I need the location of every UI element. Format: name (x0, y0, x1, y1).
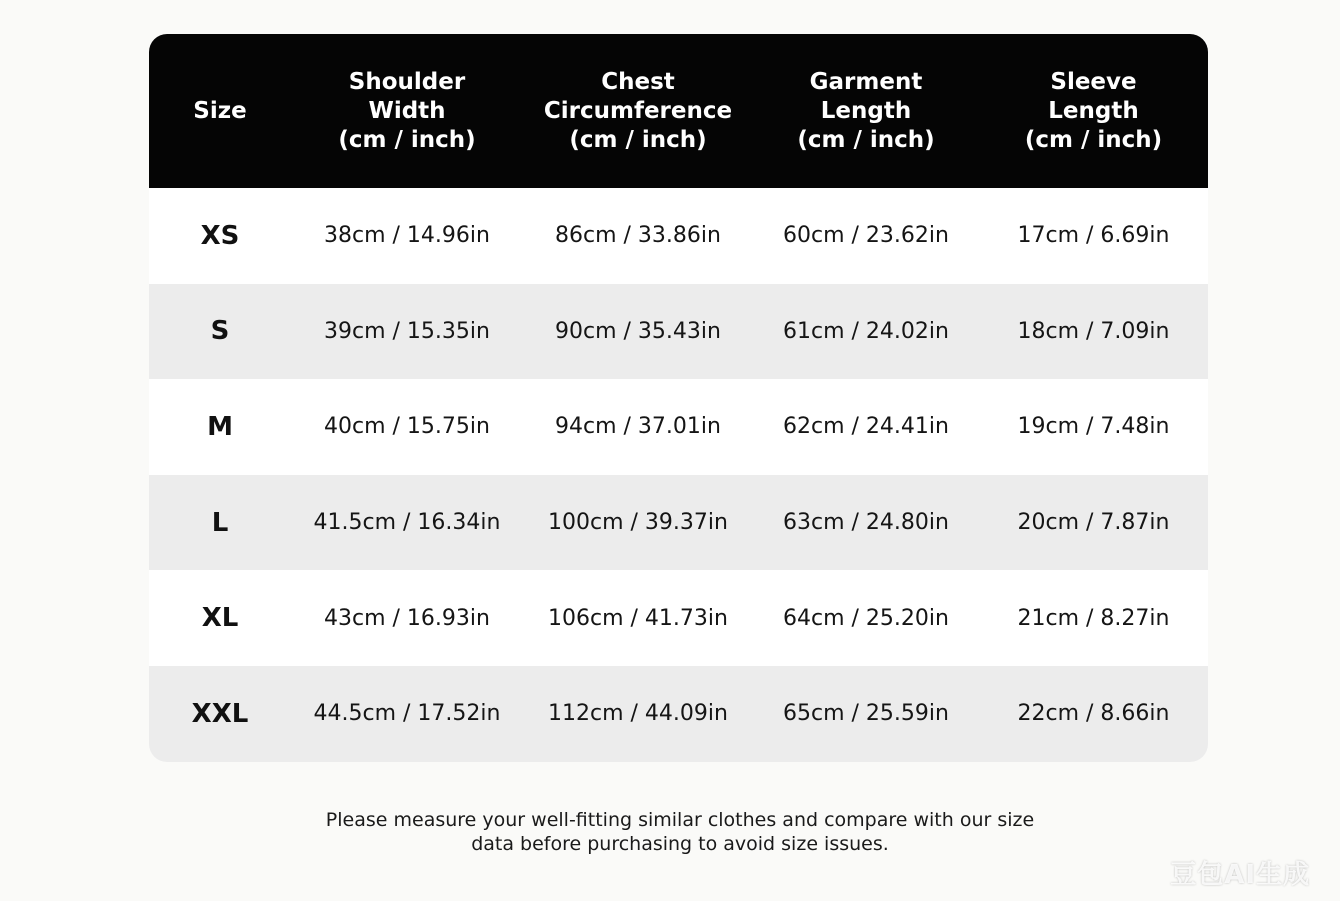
sleeve-length-cell: 18cm / 7.09in (1017, 318, 1170, 344)
measurement-note: Please measure your well-fitting similar clothes and compare with our size data before purchasing to avoid size issues. (325, 809, 1035, 855)
sleeve-length-cell: 21cm / 8.27in (1017, 605, 1170, 631)
shoulder-width-cell: 40cm / 15.75in (324, 414, 490, 440)
garment-length-cell: 62cm / 24.41in (783, 414, 949, 440)
chest-circumference-cell: 90cm / 35.43in (555, 318, 721, 344)
size-cell: XS (200, 220, 240, 251)
table-row (149, 284, 1208, 380)
header-shoulder-width: Shoulder Width (cm / inch) (338, 68, 476, 153)
table-row (149, 188, 1208, 284)
sleeve-length-cell: 20cm / 7.87in (1017, 510, 1170, 536)
shoulder-width-cell: 38cm / 14.96in (324, 223, 490, 249)
garment-length-cell: 61cm / 24.02in (783, 318, 949, 344)
size-cell: M (207, 411, 233, 442)
sleeve-length-cell: 17cm / 6.69in (1017, 223, 1170, 249)
header-chest-circumference: Chest Circumference (cm / inch) (543, 68, 733, 153)
table-row (149, 570, 1208, 666)
garment-length-cell: 60cm / 23.62in (783, 223, 949, 249)
shoulder-width-cell: 44.5cm / 17.52in (313, 701, 501, 727)
chest-circumference-cell: 86cm / 33.86in (555, 223, 721, 249)
size-cell: XXL (191, 698, 249, 729)
shoulder-width-cell: 39cm / 15.35in (324, 318, 490, 344)
chest-circumference-cell: 112cm / 44.09in (548, 701, 728, 727)
size-cell: S (210, 316, 230, 347)
chest-circumference-cell: 100cm / 39.37in (548, 510, 728, 536)
table-header-row (149, 34, 1208, 188)
size-cell: XL (201, 603, 239, 634)
table-row (149, 666, 1208, 762)
shoulder-width-cell: 43cm / 16.93in (324, 605, 490, 631)
chest-circumference-cell: 106cm / 41.73in (548, 605, 728, 631)
size-cell: L (211, 507, 229, 538)
table-row (149, 379, 1208, 475)
header-garment-length: Garment Length (cm / inch) (797, 68, 935, 153)
garment-length-cell: 65cm / 25.59in (783, 701, 949, 727)
header-size: Size (193, 97, 247, 124)
chest-circumference-cell: 94cm / 37.01in (555, 414, 721, 440)
size-chart-table (149, 34, 1208, 762)
sleeve-length-cell: 19cm / 7.48in (1017, 414, 1170, 440)
garment-length-cell: 63cm / 24.80in (783, 510, 949, 536)
table-row (149, 475, 1208, 571)
ai-generated-watermark: 豆包AI生成 (1170, 860, 1310, 890)
header-sleeve-length: Sleeve Length (cm / inch) (1024, 68, 1163, 153)
sleeve-length-cell: 22cm / 8.66in (1017, 701, 1170, 727)
garment-length-cell: 64cm / 25.20in (783, 605, 949, 631)
shoulder-width-cell: 41.5cm / 16.34in (313, 510, 501, 536)
